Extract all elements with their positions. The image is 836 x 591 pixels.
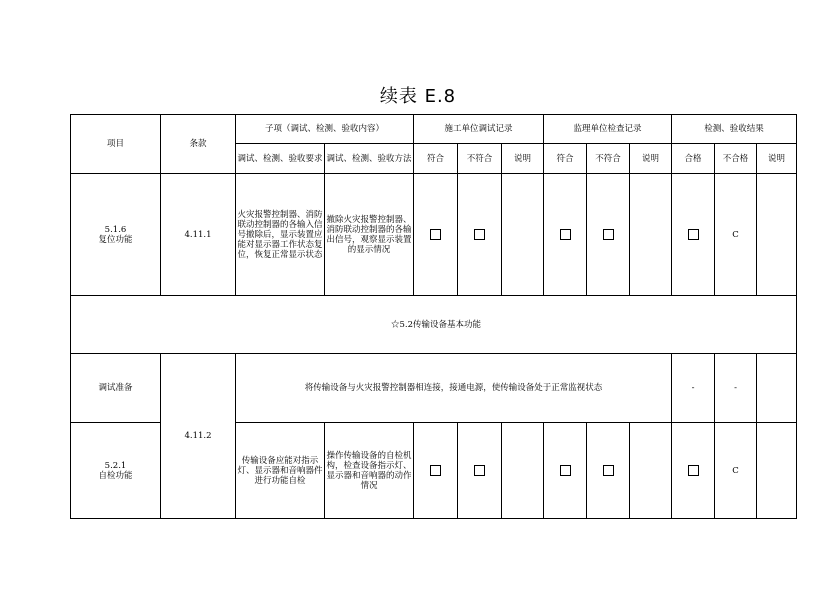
reset-method: 撤除火灾报警控制器、消防联动控制器的各输出信号，观察显示装置的显示情况 <box>325 174 414 296</box>
reset-req: 火灾报警控制器、消防联动控制器的各输入信号撤除后，显示装置应能对显示器工作状态复位，恢复正常显示状态 <box>236 174 325 296</box>
header-sub-method: 调试、检测、验收方法 <box>325 144 414 174</box>
prep-content: 将传输设备与火灾报警控制器相连接，接通电源，使传输设备处于正常监视状态 <box>236 354 672 423</box>
checkbox[interactable] <box>688 465 699 476</box>
reset-item: 5.1.6 复位功能 <box>71 174 161 296</box>
selfcheck-unqualified-mark: C <box>715 423 757 519</box>
checkbox[interactable] <box>474 465 485 476</box>
prep-unqualified-mark: - <box>715 354 757 423</box>
header-item: 项目 <box>71 115 161 174</box>
table-row <box>71 354 797 423</box>
page-title: 续表 E.8 <box>379 86 457 107</box>
header-conform-c: 符合 <box>414 144 458 174</box>
header-sub-req: 调试、检测、验收要求 <box>236 144 325 174</box>
checkbox[interactable] <box>603 465 614 476</box>
checkbox[interactable] <box>688 229 699 240</box>
header-nonconform-s: 不符合 <box>587 144 630 174</box>
header-unqualified: 不合格 <box>715 144 757 174</box>
header-nonconform-c: 不符合 <box>458 144 502 174</box>
section-heading: ☆5.2传输设备基本功能 <box>71 296 797 354</box>
header-result: 检测、验收结果 <box>672 115 797 144</box>
checkbox[interactable] <box>474 229 485 240</box>
selfcheck-method: 操作传输设备的自检机构，检查设备指示灯、显示器和音响器的动作情况 <box>325 423 414 519</box>
prep-qualified-mark: - <box>672 354 715 423</box>
selfcheck-item: 5.2.1 自检功能 <box>71 423 161 519</box>
selfcheck-req: 传输设备应能对指示灯、显示器和音响器件进行功能自检 <box>236 423 325 519</box>
header-note-c: 说明 <box>502 144 544 174</box>
checkbox[interactable] <box>603 229 614 240</box>
header-conform-s: 符合 <box>544 144 587 174</box>
header-qualified: 合格 <box>672 144 715 174</box>
reset-clause: 4.11.1 <box>161 174 236 296</box>
reset-unqualified-mark: C <box>715 174 757 296</box>
prep-item: 调试准备 <box>71 354 161 423</box>
checkbox[interactable] <box>430 465 441 476</box>
header-note-r: 说明 <box>757 144 797 174</box>
header-clause: 条款 <box>161 115 236 174</box>
header-supervision: 监理单位检查记录 <box>544 115 672 144</box>
header-sub: 子项（调试、检测、验收内容） <box>236 115 414 144</box>
checkbox[interactable] <box>560 229 571 240</box>
inspection-table <box>70 114 797 519</box>
header-construction: 施工单位调试记录 <box>414 115 544 144</box>
header-note-s: 说明 <box>630 144 672 174</box>
checkbox[interactable] <box>560 465 571 476</box>
checkbox[interactable] <box>430 229 441 240</box>
prep-clause: 4.11.2 <box>161 354 236 519</box>
table-row <box>71 174 797 296</box>
